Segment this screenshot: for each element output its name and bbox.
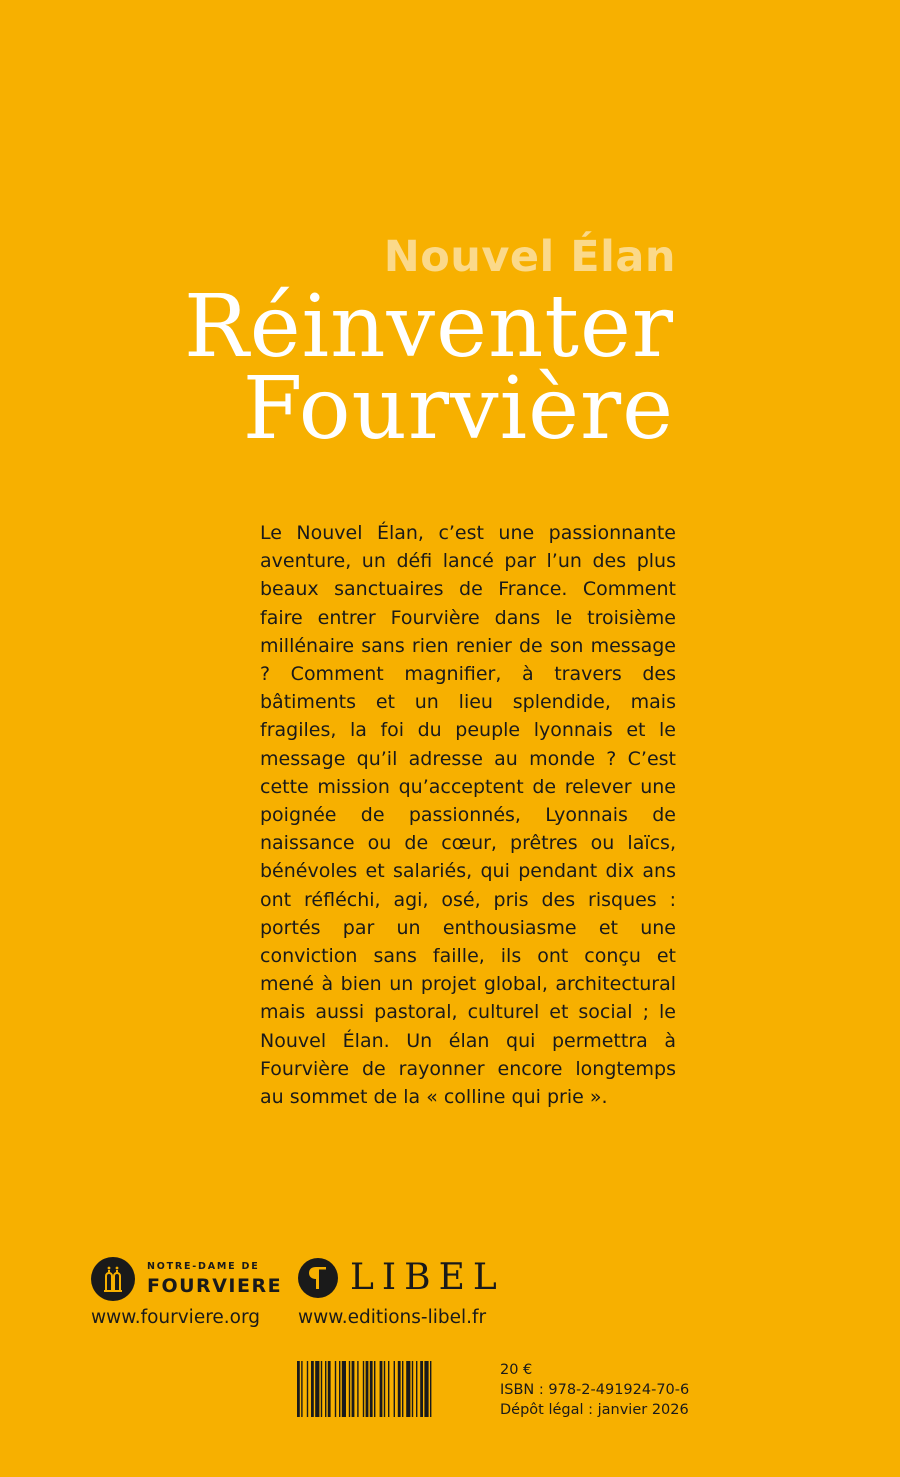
- fourviere-logo-line2: FOURVIERE: [147, 1274, 283, 1297]
- basilica-icon: [91, 1257, 135, 1301]
- publication-info: [500, 1360, 689, 1420]
- back-cover-blurb: Le Nouvel Élan, c’est une passionnante aventure, un défi lancé par l’un des plus beaux sanctuaires de France. Comment faire entrer Fourvière dans le troisième millénaire sans rien renier de son message ? Comment magnifier, à travers des bâtiments et un lieu splendide, mais fragiles, la foi du peuple lyonnais et le message qu’il adresse au monde ? C’est cette mission qu’acceptent de relever une poignée de passionnés, Lyonnais de naissance ou de cœur, prêtres ou laïcs, bénévoles et salariés, qui pendant dix ans ont réfléchi, agi, osé, pris des risques : portés par un enthousiasme et une conviction sans faille, ils ont conçu et mené à bien un projet global, architectural mais aussi pastoral, culturel et social ; le Nouvel Élan. Un élan qui permettra à Fourvière de rayonner encore longtemps au sommet de la « colline qui prie ».: [260, 522, 676, 1109]
- book-title-line-2: Fourvière: [242, 359, 674, 459]
- legal-deposit: Dépôt légal : janvier 2026: [500, 1402, 689, 1418]
- fourviere-url: www.fourviere.org: [91, 1307, 261, 1328]
- price: 20 €: [500, 1362, 533, 1378]
- series-title: Nouvel Élan: [383, 232, 676, 282]
- pilcrow-icon: [298, 1258, 338, 1298]
- barcode: [297, 1361, 491, 1417]
- fourviere-logo-line1: NOTRE-DAME DE: [147, 1261, 260, 1273]
- fourviere-logo: [91, 1257, 282, 1301]
- libel-wordmark: LIBEL: [350, 1257, 505, 1298]
- libel-url: www.editions-libel.fr: [298, 1307, 487, 1328]
- book-title-line-1: Réinventer: [184, 277, 674, 377]
- isbn: ISBN : 978-2-491924-70-6: [500, 1382, 690, 1398]
- libel-logo: [298, 1257, 505, 1298]
